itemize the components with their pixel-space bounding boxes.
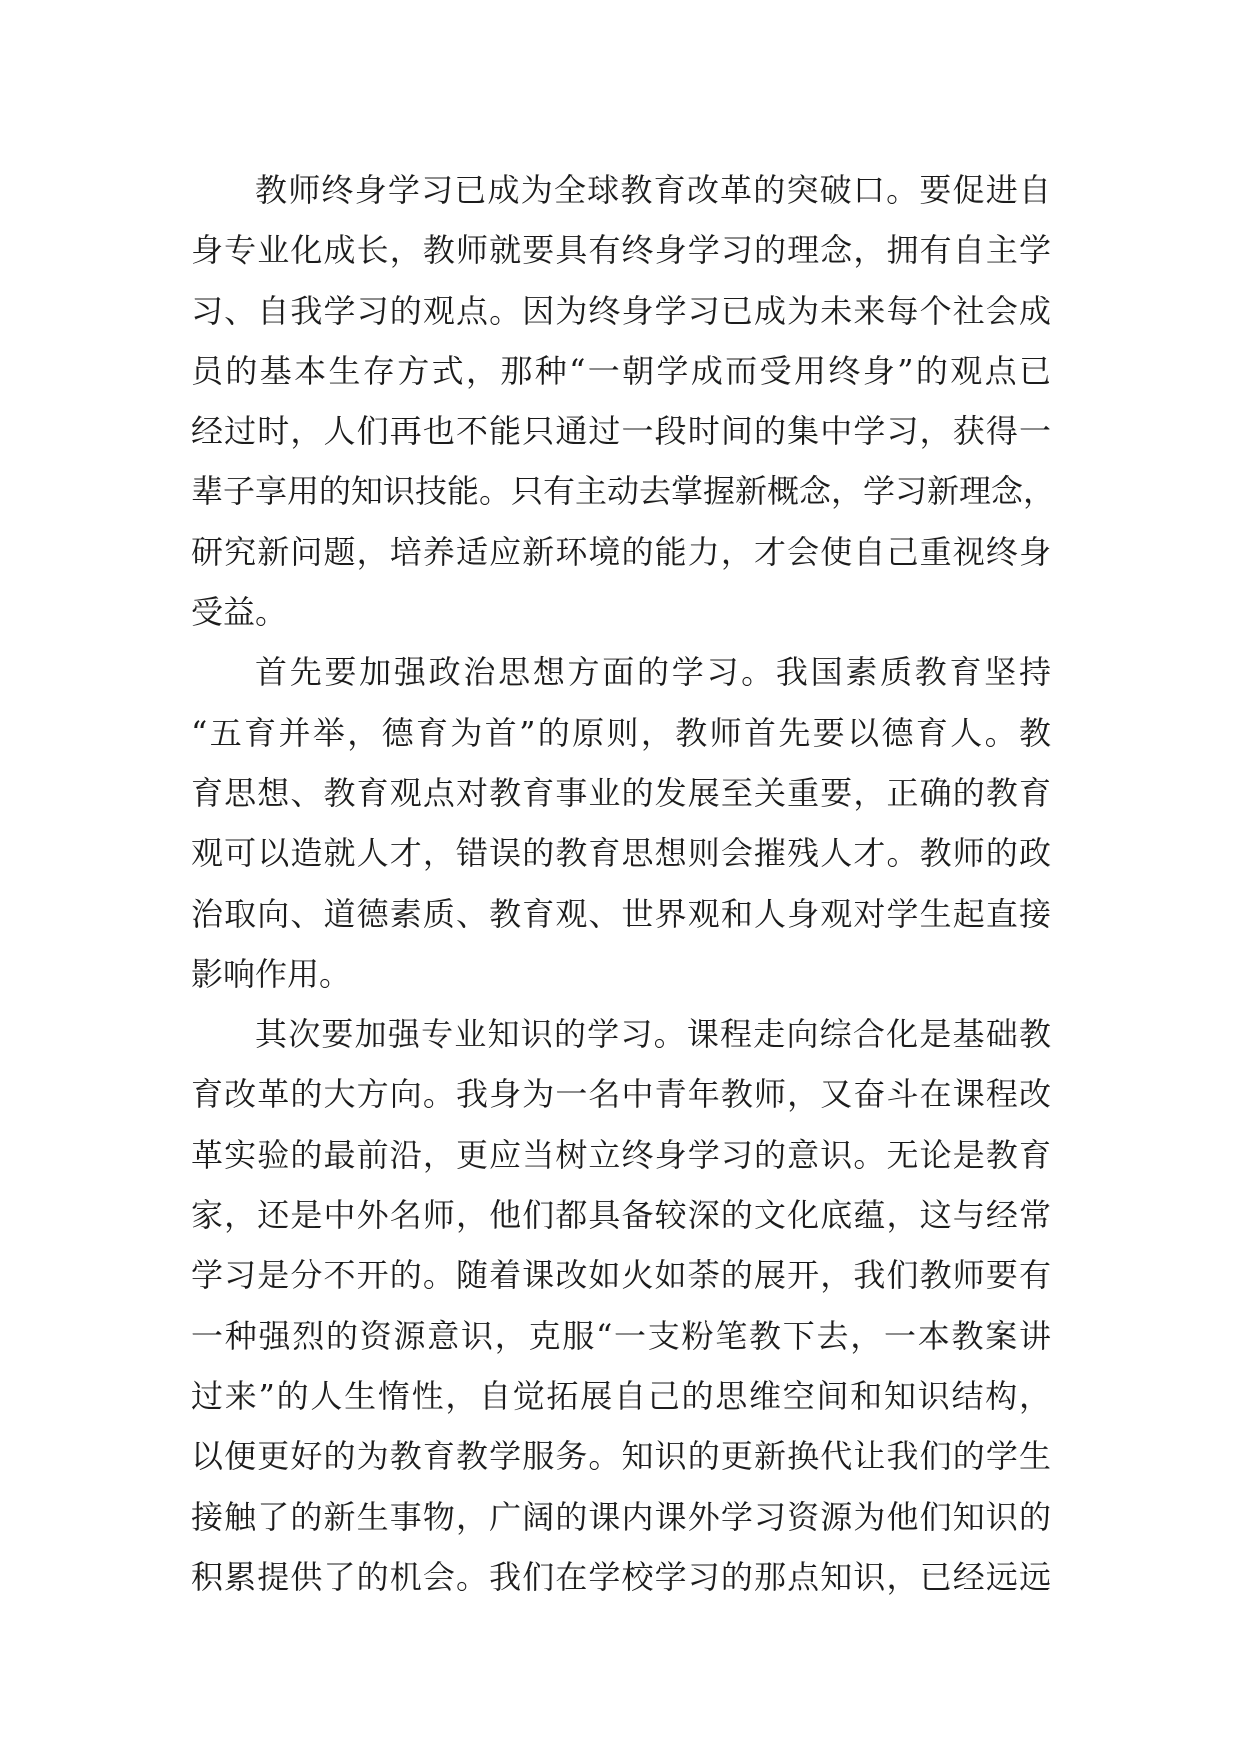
text-line: “五育并举，德育为首”的原则，教师首先要以德育人。教 [191, 713, 1051, 752]
text-line: 家，还是中外名师，他们都具备较深的文化底蕴，这与经常 [191, 1196, 1051, 1235]
text-line: 一种强烈的资源意识，克服“一支粉笔教下去，一本教案讲 [191, 1316, 1051, 1355]
text-line: 研究新问题，培养适应新环境的能力，才会使自己重视终身 [191, 532, 1051, 571]
text-line: 影响作用。 [191, 954, 352, 993]
text-line: 以便更好的为教育教学服务。知识的更新换代让我们的学生 [191, 1437, 1051, 1476]
text-line: 学习是分不开的。随着课改如火如荼的展开，我们教师要有 [191, 1256, 1051, 1295]
text-line: 治取向、道德素质、教育观、世界观和人身观对学生起直接 [191, 894, 1051, 933]
text-line: 育改革的大方向。我身为一名中青年教师，又奋斗在课程改 [191, 1075, 1051, 1114]
text-line: 接触了的新生事物，广阔的课内课外学习资源为他们知识的 [191, 1497, 1051, 1536]
text-line: 经过时，人们再也不能只通过一段时间的集中学习，获得一 [191, 412, 1051, 451]
text-line: 身专业化成长，教师就要具有终身学习的理念，拥有自主学 [191, 231, 1051, 270]
text-line: 过来”的人生惰性，自觉拓展自己的思维空间和知识结构， [191, 1376, 1051, 1415]
text-line: 观可以造就人才，错误的教育思想则会摧残人才。教师的政 [191, 834, 1051, 873]
text-line: 育思想、教育观点对教育事业的发展至关重要，正确的教育 [191, 773, 1051, 812]
text-line: 员的基本生存方式，那种“一朝学成而受用终身”的观点已 [191, 351, 1051, 390]
text-line: 受益。 [191, 593, 288, 632]
text-line: 首先要加强政治思想方面的学习。我国素质教育坚持 [255, 653, 1051, 692]
paragraph-political-study [191, 642, 1051, 1004]
text-line: 其次要加强专业知识的学习。课程走向综合化是基础教 [255, 1015, 1051, 1054]
text-line: 辈子享用的知识技能。只有主动去掌握新概念，学习新理念， [191, 472, 1056, 511]
text-line: 革实验的最前沿，更应当树立终身学习的意识。无论是教育 [191, 1135, 1051, 1174]
text-line: 积累提供了的机会。我们在学校学习的那点知识，已经远远 [191, 1557, 1051, 1596]
text-line: 教师终身学习已成为全球教育改革的突破口。要促进自 [255, 171, 1051, 209]
document-body [191, 160, 1056, 1607]
paragraph-professional-study [191, 1004, 1051, 1607]
paragraph-lifelong-learning [191, 160, 1056, 642]
text-line: 习、自我学习的观点。因为终身学习已成为未来每个社会成 [191, 291, 1051, 330]
